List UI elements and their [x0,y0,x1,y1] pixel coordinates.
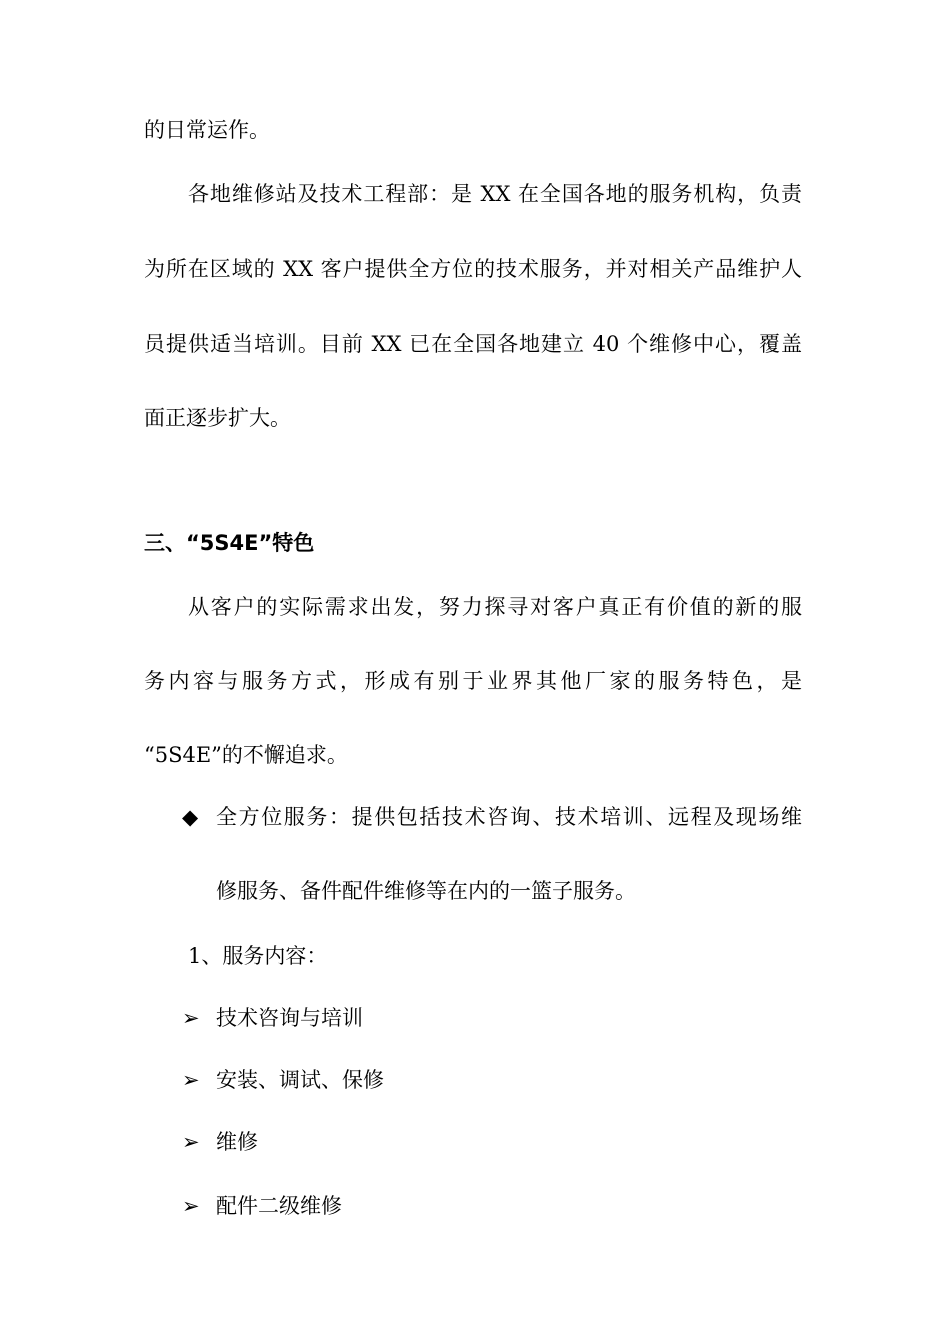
list-item-label: 安装、调试、保修 [216,1068,384,1092]
paragraph-2-line-4: 面正逐步扩大。 [144,406,291,430]
sublist-title: 1、服务内容： [188,944,328,968]
section-heading: 三、“5S4E”特色 [144,531,315,555]
section-intro-line-3: “5S4E”的不懈追求。 [144,743,348,767]
paragraph-2-line-1: 各地维修站及技术工程部：是 XX 在全国各地的服务机构，负责 [188,182,802,206]
paragraph-1-line-1: 的日常运作。 [144,118,270,142]
section-intro-line-1: 从客户的实际需求出发，努力探寻对客户真正有价值的新的服 [188,595,802,619]
list-item-label: 维修 [216,1130,258,1154]
arrow-bullet-icon: ➢ [182,1006,200,1030]
bullet-item-line-1: 全方位服务：提供包括技术咨询、技术培训、远程及现场维 [216,805,802,829]
arrow-bullet-icon: ➢ [182,1130,200,1154]
list-item-label: 配件二级维修 [216,1194,342,1218]
diamond-bullet-icon: ◆ [182,805,199,829]
list-item-label: 技术咨询与培训 [216,1006,363,1030]
paragraph-2-line-2: 为所在区域的 XX 客户提供全方位的技术服务，并对相关产品维护人 [144,257,802,281]
arrow-bullet-icon: ➢ [182,1068,200,1092]
bullet-item-line-2: 修服务、备件配件维修等在内的一篮子服务。 [216,879,636,903]
section-intro-line-2: 务内容与服务方式，形成有别于业界其他厂家的服务特色，是 [144,669,802,693]
paragraph-2-line-3: 员提供适当培训。目前 XX 已在全国各地建立 40 个维修中心，覆盖 [144,332,802,356]
arrow-bullet-icon: ➢ [182,1194,200,1218]
